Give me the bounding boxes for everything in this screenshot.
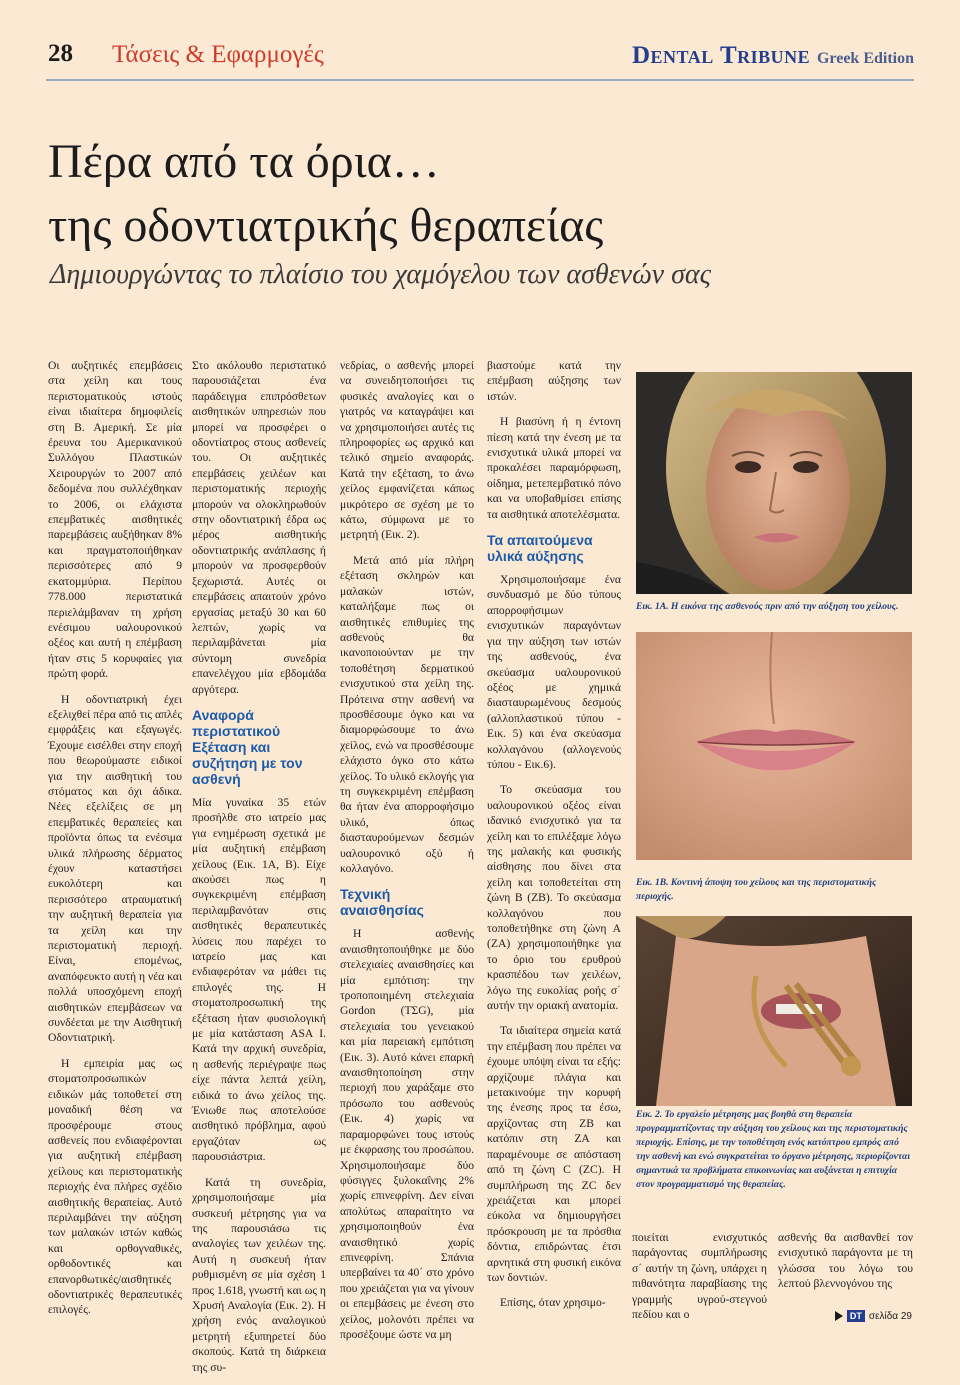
caption-fig-1a: Εικ. 1Α. Η εικόνα της ασθενούς πριν από την αύξηση του χείλους. xyxy=(636,601,899,612)
header-rule xyxy=(46,79,914,81)
column-2 xyxy=(192,358,326,1385)
section-heading: Τα απαιτούμενα υλικά αύξησης xyxy=(487,532,593,565)
paragraph: Τα ιδιαίτερα σημεία κατά την επέμβαση που πρέπει να έχουμε υπόψη είναι τα εξής: αρχίζουμε πλάγια και μετακινούμε την κορυφή της ένεσης προς τα έσω, αρχίζοντας στη ΖΒ και κατόπιν στη ΖΑ και παραμένουμε σε απόσταση από τη ζώνη C (ZC). Η συμπλήρωση της ZC δεν χρειάζεται και μπορεί εύκολα να δημιουργήσει πρόσκρουση με τα πρόσθια δόντια, επιδρώντας έτσι αρνητικά στη φυσική εικόνα των δοντιών. xyxy=(487,1024,621,1284)
paragraph: Η βιασύνη ή η έντονη πίεση κατά την ένεση με τα ενισχυτικά υλικά μπορεί να προκαλέσει παραμόρφωση, οίδημα, μετεπεμβατικό πόνο και να υποβαθμίσει επίσης τα αισθητικά αποτελέσματα. xyxy=(487,415,621,521)
paragraph: Κατά τη συνεδρία, χρησιμοποιήσαμε μία συσκευή μέτρησης για να της παρουσιάσω τις αναλογίες των χειλέων της. Αυτή η συσκευή ήταν ρυθμισμένη σε μία σχέση 1 προς 1.618, γνωστή και ως η Χρυσή Αναλογία (Εικ. 2). Η χρήση ενός αναλογικού μετρητή εξυπηρετεί δύο σκοπούς. Κατά τη διάρκεια της συ- xyxy=(192,1175,326,1374)
arrow-right-icon xyxy=(835,1311,843,1321)
paragraph: βιαστούμε κατά την επέμβαση αύξησης των ιστών. xyxy=(487,359,621,403)
column-4 xyxy=(487,358,621,1321)
column-6 xyxy=(778,1230,913,1302)
photo-measuring-tool xyxy=(636,916,912,1106)
photo-lips-closeup xyxy=(636,632,912,860)
measuring-tool-illustration xyxy=(636,916,912,1106)
paragraph: Η ασθενής αναισθητοποιήθηκε με δύο στελεχιαίες αναισθησίες και μία εμπότιση: την τροποποιημένη στελεχιαία Gordon (ΤΣG), μία στελεχιαία του γενειακού και μία παρειακή εμπότιση (Εικ. 3). Αυτό κάνει επαρκή αναισθητοποίηση στην περιοχή που χαράξαμε στο πρόσωπο του ασθενούς (Εικ. 4) χωρίς να παραμορφώνει τους ιστούς με έκφρασης του προσώπου. Χρησιμοποιήσαμε δύο φύσιγγες ξυλοκαΐνης 2% χωρίς επινεφρίνη. Δεν είναι απολύτως απαραίτητο να χρησιμοποιηθούν ένα αναισθητικό χωρίς επινεφρίνη. Σπάνια υπερβαίνει τα 40΄ στο χρόνο που χρειάζεται για να γίνουν οι επεμβάσεις με ένεση στο χείλος, μολονότι πρέπει να προσέξουμε ώστε να μη xyxy=(340,927,474,1341)
column-3 xyxy=(340,358,474,1352)
face-illustration xyxy=(636,372,912,594)
column-5 xyxy=(632,1230,767,1332)
paragraph: ποιείται ενισχυτικός παράγοντας συμπλήρωσης σ΄ αυτήν τη ζώνη, υπάρχει η πιθανότητα παραβίασης της γραμμής υγρού-στεγνού πεδίου και ο xyxy=(632,1231,767,1322)
dt-badge: DT xyxy=(847,1310,865,1322)
article-title-line-2: της οδοντιατρικής θεραπείας xyxy=(48,199,604,252)
page-number: 28 xyxy=(48,40,73,67)
section-heading: Τεχνική αναισθησίας xyxy=(340,886,424,919)
paragraph: Η οδοντιατρική έχει εξελιχθεί πέρα από τις απλές εμφράξεις και εξαγωγές. Έχουμε εισέλθει στην εποχή που θεωρούμαστε ειδικοί για την αισθητική του στόματος και όχι άδικα. Νέες εξελίξεις σε μη επεμβατικές θεραπείες και προϊόντα όπως τα ενέσιμα υλικά πλήρωσης δέρματος έχουν καταστήσει ευκολότερη και περισσότερο ατραυματική την αυξητική θεραπεία για τα χείλη και την περιστοματική περιοχή. Είναι, επομένως, αναπόφευκτο αυτή η νέα και πολλά υποσχόμενη εποχή αισθητικών επεμβάσεων να συνδέεται με την Αισθητική Οδοντιατρική. xyxy=(48,692,182,1045)
article-title-line-1: Πέρα από τα όρια… xyxy=(48,135,440,188)
article-subtitle: Δημιουργώντας το πλαίσιο του χαμόγελου των ασθενών σας xyxy=(50,259,711,290)
page-header xyxy=(0,0,960,90)
brand-edition: Greek Edition xyxy=(816,50,914,67)
lips-illustration xyxy=(636,632,912,860)
section-heading: Αναφορά περιστατικού Εξέταση και συζήτηση με τον ασθενή xyxy=(192,706,303,787)
paragraph: Χρησιμοποιήσαμε ένα συνδυασμό με δύο τύπους απορροφήσιμων ενισχυτικών παραγόντων για την αύξηση των ιστών της ασθενούς, ένα σκεύασμα υαλουρονικού οξέος με χημικά διασταυρωμένους δεσμούς (αλλοπλαστικού τύπου - Εικ. 5) και ένα σκεύασμα κολλαγόνου (αλλογενούς τύπου - Εικ.6). xyxy=(487,573,621,771)
caption-fig-1b: Εικ. 1Β. Κοντινή άποψη του χείλους και της περιστοματικής περιοχής. xyxy=(636,877,877,902)
continue-page-label: σελίδα 29 xyxy=(868,1310,912,1322)
brand-masthead xyxy=(632,42,914,70)
paragraph: Μία γυναίκα 35 ετών προσήλθε στο ιατρείο μας για ενημέρωση σχετικά με μία αυξητική επέμβαση χείλους (Εικ. 1Α, Β). Είχε ακούσει πως η συγκεκριμένη επέμβαση περιλαμβανόταν στις αισθητικές θεραπευτικές λύσεις που παρέχει το ιατρείο μας και ενδιαφερόταν να μάθει τις επιλογές της. Η στοματοπροσωπική της εξέταση ήταν φυσιολογική με μία κατάσταση ASA I. Κατά την αρχική συνεδρία, η ασθενής περιέγραψε πως είχε πάντα λεπτά χείλη, ειδικά το άνω χείλος της. Ένιωθε πως αποτελούσε αισθητικό πρόβλημα, αφού εργαζόταν ως παρουσιάστρια. xyxy=(192,795,326,1164)
paragraph: Επίσης, όταν χρησιμο- xyxy=(500,1296,606,1310)
brand-name: Dental Tribune xyxy=(631,42,811,69)
paragraph: Η εμπειρία μας ως στοματοπροσωπικών ειδικών μάς τοποθετεί στη μοναδική θέση να προσφέρουμε στους ασθενείς που ενδιαφέρονται για αυξητική επέμβαση χείλους και περιστοματικής περιοχής ένα πλήρες σχέδιο αισθητικής θεραπείας. Αυτό περιλαμβάνει την αύξηση των μαλακών ιστών καθώς και ορθογναθικές, ορθοδοντικές και επανορθωτικές/αισθητικές οδοντιατρικές θεραπευτικές επιλογές. xyxy=(48,1056,182,1317)
caption-fig-2: Εικ. 2. Το εργαλείο μέτρησης μας βοηθά στη θεραπεία προγραμματίζοντας την αύξηση του χείλους και της περιστοματικής περιοχής. Επίσης, με την τοποθέτηση ενός κατόπτρου εμπρός από την ασθενή και ενώ συγκρατείται το όργανο μέτρησης, περιορίζονται σημαντικά τα προβλήματα επικοινωνίας και αυξάνεται η επιτυχία στον προγραμματισμό της θεραπείας. xyxy=(636,1109,910,1190)
column-1 xyxy=(48,358,182,1328)
paragraph: Μετά από μία πλήρη εξέταση σκληρών και μαλακών ιστών, καταλήξαμε πως οι αισθητικές επιθυμίες της ασθενούς θα ικανοποιούνταν με την τοποθέτηση δερματικού ενισχυτικού στα χείλη της. Πρότεινα στην ασθενή να προσθέσουμε όγκο και να διαμορφώσουμε το άνω χείλος, ενώ να προσθέσουμε ελάχιστο όγκο στο κάτω χείλος. Το υλικό εκλογής για τη συγκεκριμένη επέμβαση θα ήταν ένα απορροφήσιμο υλικό, όπως διασταυρούμενων δεσμών υαλουρονικό οξύ ή κολλαγόνο. xyxy=(340,553,474,875)
paragraph: Το σκεύασμα του υαλουρονικού οξέος είναι ιδανικό ενισχυτικό για τα χείλη και το επιλέξαμε λόγω της μαλακής και φυσικής αίσθησης που δίνει στα χείλη και τοποθετείται στη ζώνη Β (ΖΒ). Το σκεύασμα κολλαγόνου που τοποθετήθηκε στη ζώνη Α (ΖΑ) χρησιμοποιήθηκε για το όριο του ερυθρού κρασπέδου των χειλέων, λόγω της ευκολίας ροής σ΄ αυτήν την οριακή ανατομία. xyxy=(487,783,621,1013)
paragraph: ασθενής θα αισθανθεί τον ενισχυτικό παράγοντα με τη γλώσσα του λόγω του λεπτού βλεννογόνου της xyxy=(778,1231,913,1291)
photo-patient-face xyxy=(636,372,912,594)
continuation-marker xyxy=(835,1310,912,1322)
paragraph: Οι αυξητικές επεμβάσεις στα χείλη και τους περιστοματικούς ιστούς είναι ιδιαίτερα δημοφιλείς στη Β. Αμερική. Σε μία έρευνα του Αμερικανικού Συλλόγου Πλαστικών Χειρουργών το 2007 από δεδομένα που συλλέχθηκαν το 2006, οι ελάχιστα επεμβατικές αισθητικές παρεμβάσεις αυξήθηκαν 8% και πραγματοποιήθηκαν περισσότερες από 9 εκατομμύρια. Περίπου 778.000 περιστατικά περιελάμβαναν τη χρήση ενέσιμου υαλουρονικού οξέος και αυτή η επέμβαση ήταν στις 5 κορυφαίες για πρώτη φορά. xyxy=(48,359,182,681)
paragraph: νεδρίας, ο ασθενής μπορεί να συνειδητοποιήσει τις φυσικές αναλογίες και ο γιατρός να καταγράψει και να χρησιμοποιήσει αυτές τις πληροφορίες ως αρχικό και τελικό σημείο αναφοράς. Κατά την εξέταση, το άνω χείλος εμφανίζεται κάπως μικρότερο σε σχέση με το κάτω, σύμφωνα με το μετρητή (Εικ. 2). xyxy=(340,359,474,542)
paragraph: Στο ακόλουθο περιστατικό παρουσιάζεται ένα παράδειγμα επιπρόσθετων αισθητικών υπηρεσιών που μπορεί να προσφέρει ο οδοντίατρος στους ασθενείς του. Οι αυξητικές επεμβάσεις χειλέων και περιστοματικής περιοχής μπορούν να ολοκληρωθούν στην οδοντιατρική έδρα ως μέρος αισθητικής οδοντιατρικής ανάπλασης ή μπορούν να προσφερθούν ξεχωριστά. Αυτές οι επεμβάσεις απαιτούν χρόνο εργασίας μεταξύ 30 και 60 λεπτών, χωρίς να περιλαμβάνεται μία σύντομη συνεδρία επανελέγχου μία εβδομάδα αργότερα. xyxy=(192,359,326,696)
section-title: Τάσεις & Εφαρμογές xyxy=(112,41,324,68)
